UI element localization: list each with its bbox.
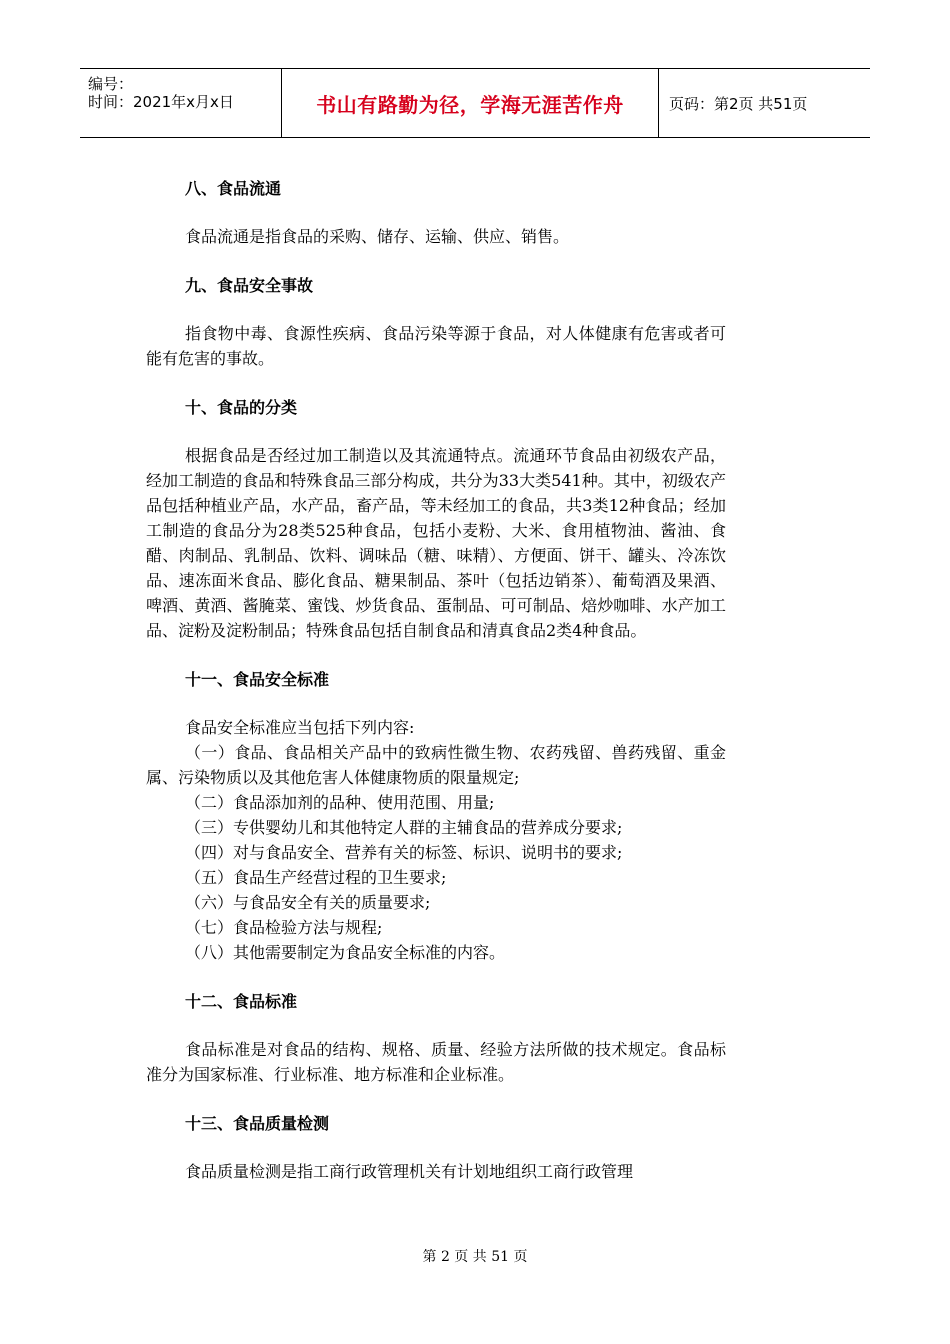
section-paragraph: 食品标准是对食品的结构、规格、质量、经验方法所做的技术规定。食品标准分为国家标准、行业标准、地方标准和企业标准。	[146, 1040, 726, 1084]
list-item: （二）食品添加剂的品种、使用范围、用量;	[185, 793, 495, 812]
list-item: （五）食品生产经营过程的卫生要求;	[185, 868, 447, 887]
section-heading: 十一、食品安全标准	[185, 670, 330, 689]
section-heading: 十二、食品标准	[185, 992, 298, 1011]
section-paragraph: 指食物中毒、食源性疾病、食品污染等源于食品，对人体健康有危害或者可能有危害的事故。	[146, 324, 726, 368]
section-intro: 食品安全标准应当包括下列内容:	[185, 718, 415, 737]
section-paragraph: 食品质量检测是指工商行政管理机关有计划地组织工商行政管理	[185, 1162, 634, 1181]
page-footer: 第 2 页 共 51 页	[422, 1249, 528, 1265]
document-number-label: 编号：	[88, 75, 134, 93]
section-heading: 八、食品流通	[185, 179, 282, 198]
list-item: （七）食品检验方法与规程;	[185, 918, 383, 937]
header-meta	[80, 69, 282, 137]
page-header	[80, 68, 870, 138]
document-body	[146, 176, 726, 1184]
list-item: （一）食品、食品相关产品中的致病性微生物、农药残留、兽药残留、重金属、污染物质以及其他危害人体健康物质的限量规定;	[146, 743, 726, 787]
list-item: （八）其他需要制定为食品安全标准的内容。	[185, 943, 506, 962]
header-motto: 书山有路勤为径，学海无涯苦作舟	[282, 69, 659, 137]
list-item: （三）专供婴幼儿和其他特定人群的主辅食品的营养成分要求;	[185, 818, 623, 837]
document-date-label: 时间：2021年x月x日	[88, 93, 234, 111]
section-paragraph: 食品流通是指食品的采购、储存、运输、供应、销售。	[185, 227, 570, 246]
section-heading: 九、食品安全事故	[185, 276, 314, 295]
list-item: （四）对与食品安全、营养有关的标签、标识、说明书的要求;	[185, 843, 623, 862]
section-paragraph: 根据食品是否经过加工制造以及其流通特点。流通环节食品由初级农产品，经加工制造的食品和特殊食品三部分构成，共分为33大类541种。其中，初级农产品包括种植业产品，水产品，畜产品，等未经加工的食品，共3类12种食品；经加工制造的食品分为28类525种食品，包括小麦粉、大米、食用植物油、酱油、食醋、肉制品、乳制品、饮料、调味品（糖、味精）、方便面、饼干、罐头、冷冻饮品、速冻面米食品、膨化食品、糖果制品、茶叶（包括边销茶）、葡萄酒及果酒、啤酒、黄酒、酱腌菜、蜜饯、炒货食品、蛋制品、可可制品、焙炒咖啡、水产加工品、淀粉及淀粉制品；特殊食品包括自制食品和清真食品2类4种食品。	[146, 446, 726, 640]
section-heading: 十、食品的分类	[185, 398, 298, 417]
section-heading: 十三、食品质量检测	[185, 1114, 330, 1133]
list-item: （六）与食品安全有关的质量要求;	[185, 893, 431, 912]
header-page-info: 页码：第2页 共51页	[669, 94, 808, 113]
